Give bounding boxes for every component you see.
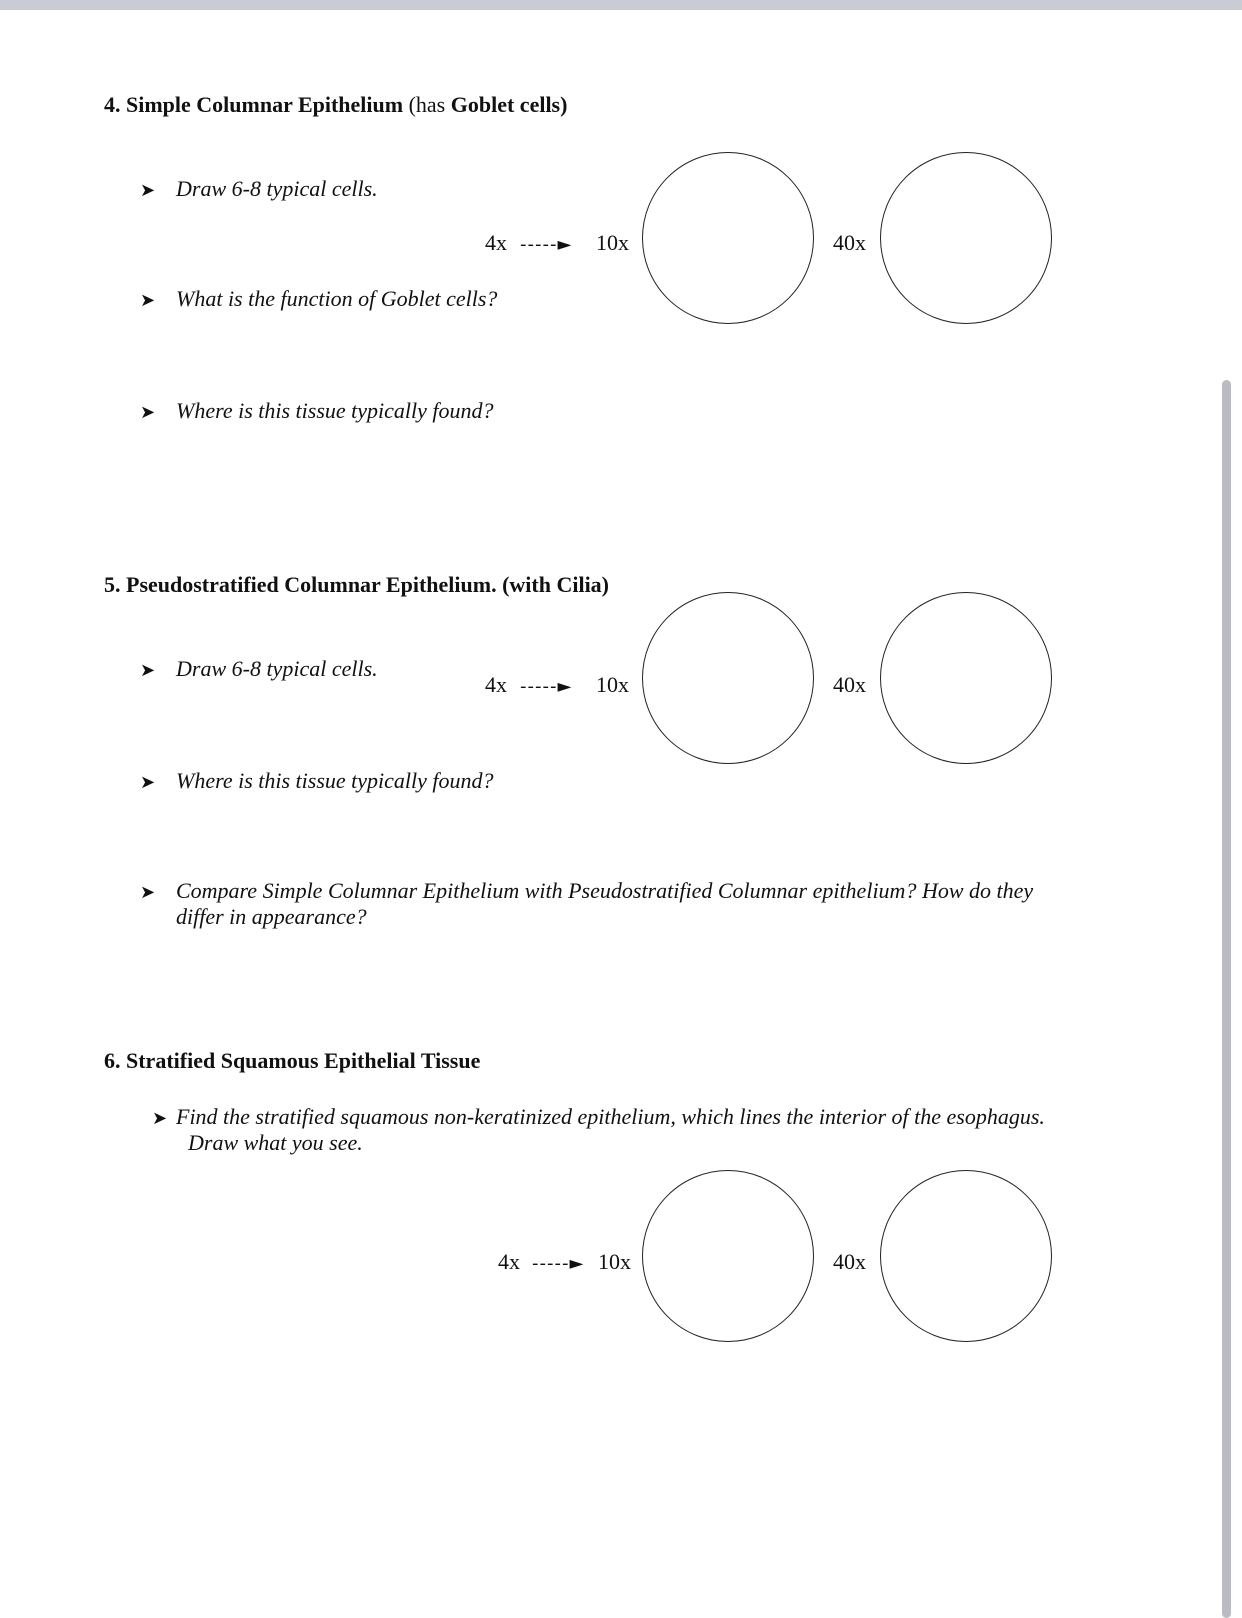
section-4-title-note: (has [408, 92, 446, 117]
section-4-heading [104, 92, 567, 118]
scrollbar[interactable] [1222, 380, 1231, 1618]
bullet-text: Where is this tissue typically found? [176, 768, 494, 793]
section-4-mag-10x: 10x [596, 230, 629, 255]
section-4-title: Simple Columnar Epithelium [126, 92, 404, 117]
bullet-arrow-icon: ➤ [140, 772, 156, 792]
bullet-arrow-icon: ➤ [152, 1108, 168, 1128]
dashed-arrow-icon: -----► [520, 676, 573, 697]
section-4-circle-40x [880, 152, 1052, 324]
bullet-text: Where is this tissue typically found? [176, 398, 494, 423]
section-4-mag-40x: 40x [833, 230, 866, 255]
section-6-heading [104, 1048, 480, 1074]
bullet-arrow-icon: ➤ [140, 290, 156, 310]
bullet-text: Draw 6-8 typical cells. [176, 176, 378, 201]
section-6-mag-40x: 40x [833, 1249, 866, 1274]
section-4-number: 4. [104, 92, 121, 117]
section-5-mag-4x: 4x [485, 672, 507, 697]
dashed-arrow-icon: -----► [532, 1253, 585, 1274]
section-4-title-goblet: Goblet cells) [450, 92, 568, 117]
top-bar [0, 0, 1242, 10]
section-5-bullet-location [140, 768, 494, 794]
section-6-circle-10x [642, 1170, 814, 1342]
bullet-arrow-icon: ➤ [140, 180, 156, 200]
section-6-mag-4x: 4x [498, 1249, 520, 1274]
section-4-circle-10x [642, 152, 814, 324]
section-5-mag-10x: 10x [596, 672, 629, 697]
bullet-text: Draw 6-8 typical cells. [176, 656, 378, 681]
bullet-text: What is the function of Goblet cells? [176, 286, 498, 311]
section-5-heading [104, 572, 609, 598]
section-5-bullet-compare [140, 878, 1033, 930]
section-4-bullet-location [140, 398, 494, 424]
bullet-text-line1: Find the stratified squamous non-keratinized epithelium, which lines the interior of the esophagus. [176, 1104, 1045, 1129]
section-5-title: 5. Pseudostratified Columnar Epithelium. (with Cilia) [104, 572, 610, 597]
dashed-arrow-icon: -----► [520, 234, 573, 255]
section-5-bullet-draw [140, 656, 378, 682]
section-6-circle-40x [880, 1170, 1052, 1342]
section-5-circle-40x [880, 592, 1052, 764]
section-5-circle-10x [642, 592, 814, 764]
section-6-mag-10x: 10x [598, 1249, 631, 1274]
section-6-bullet-instruction [152, 1104, 1045, 1156]
section-5-mag-40x: 40x [833, 672, 866, 697]
bullet-text-line1: Compare Simple Columnar Epithelium with Pseudostratified Columnar epithelium? How do they [176, 878, 1034, 903]
section-4-bullet-draw [140, 176, 378, 202]
bullet-text-line2: Draw what you see. [188, 1130, 363, 1155]
bullet-text-line2: differ in appearance? [176, 904, 367, 929]
bullet-arrow-icon: ➤ [140, 882, 156, 902]
bullet-arrow-icon: ➤ [140, 660, 156, 680]
section-6-title: 6. Stratified Squamous Epithelial Tissue [104, 1048, 481, 1073]
section-4-bullet-function [140, 286, 497, 312]
section-4-mag-4x: 4x [485, 230, 507, 255]
bullet-arrow-icon: ➤ [140, 402, 156, 422]
